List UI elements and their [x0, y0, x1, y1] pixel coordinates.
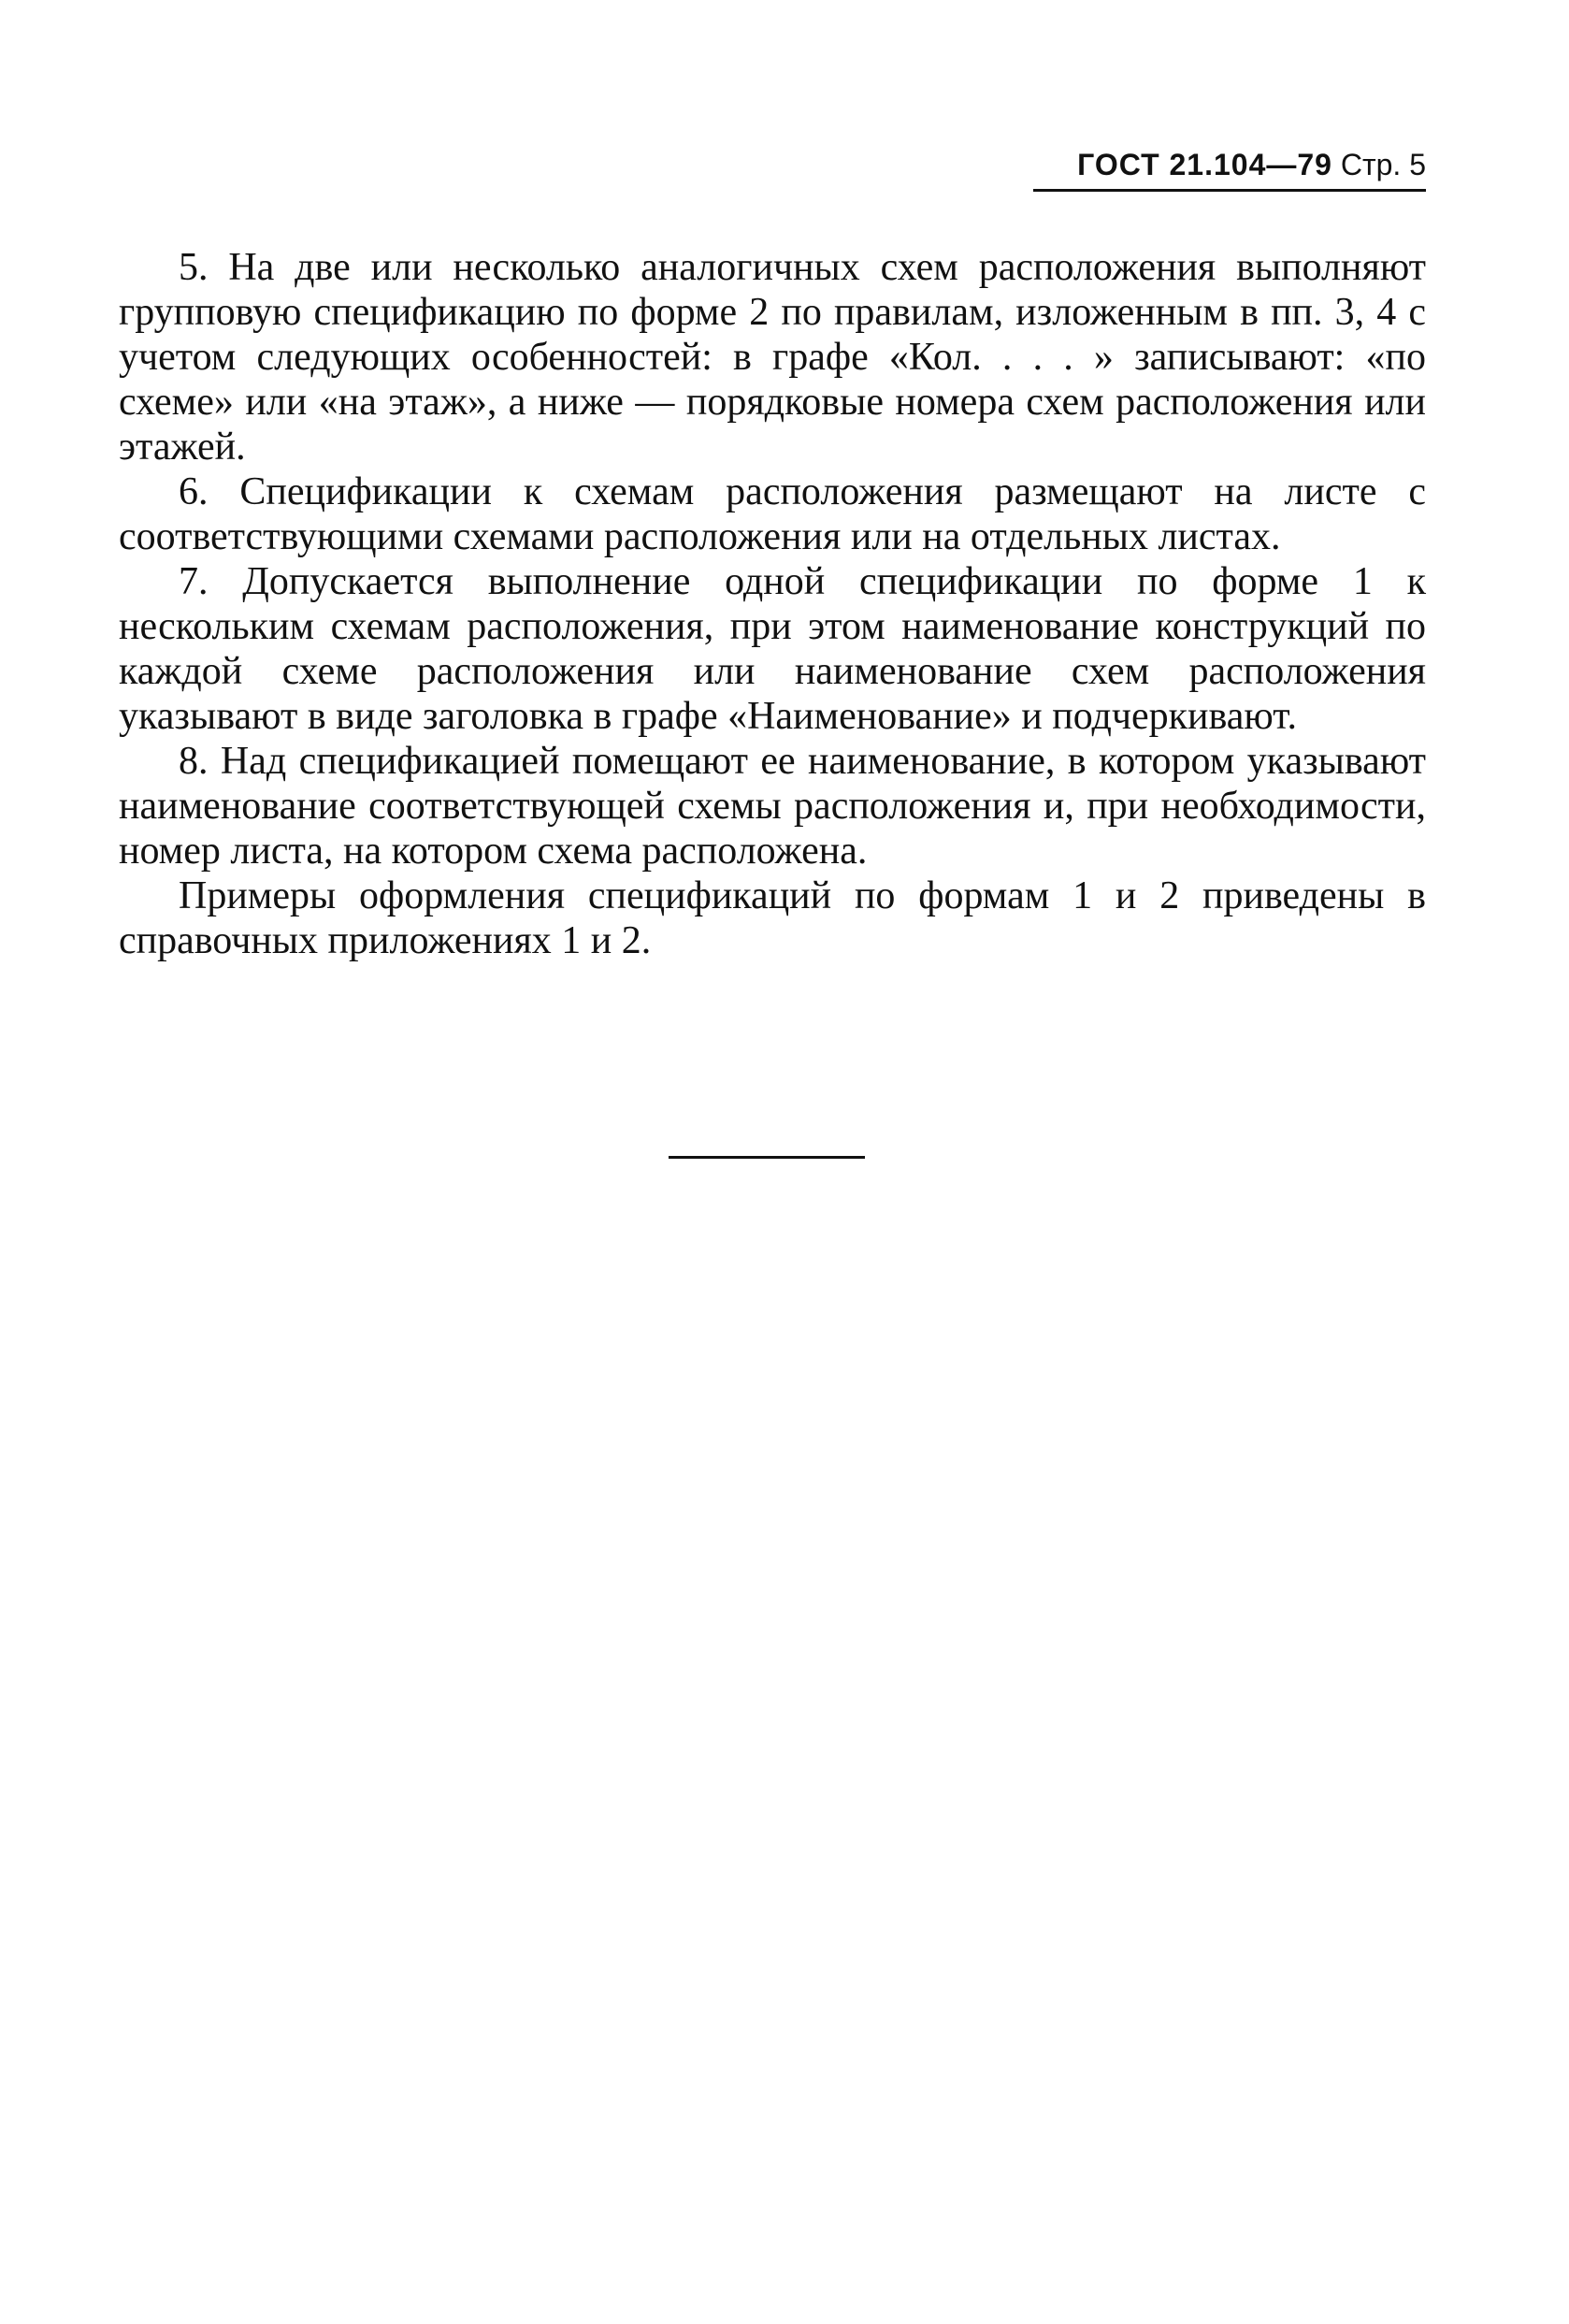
end-rule	[669, 1156, 865, 1159]
paragraph-8: 8. Над спецификацией помещают ее наименование, в котором указывают наименование соответствующей схемы расположения и, при необходимости, номер листа, на котором схема расположена.	[119, 740, 1426, 873]
page-number: Стр. 5	[1340, 148, 1426, 181]
standard-number: ГОСТ 21.104—79	[1077, 148, 1332, 181]
paragraph-6: 6. Спецификации к схемам расположения размещают на листе с соответствующими схемами расположения или на отдельных листах.	[119, 470, 1426, 558]
document-body	[119, 245, 1426, 963]
paragraph-7: 7. Допускается выполнение одной спецификации по форме 1 к нескольким схемам расположения, при этом наименование конструкций по каждой схеме расположения или наименование схем расположения указывают в виде заголовка в графе «Наименование» и подчеркивают.	[119, 560, 1426, 738]
paragraph-examples: Примеры оформления спецификаций по формам 1 и 2 приведены в справочных приложениях 1 и 2.	[119, 874, 1426, 962]
page-header	[1077, 146, 1426, 183]
paragraph-5: 5. На две или несколько аналогичных схем расположения выполняют групповую спецификацию по форме 2 по правилам, изложенным в пп. 3, 4 с учетом следующих особенностей: в графе «Кол. . . . » записывают: «по схеме» или «на этаж», а ниже — порядковые номера схем расположения или этажей.	[119, 246, 1426, 469]
header-rule	[1033, 189, 1426, 192]
